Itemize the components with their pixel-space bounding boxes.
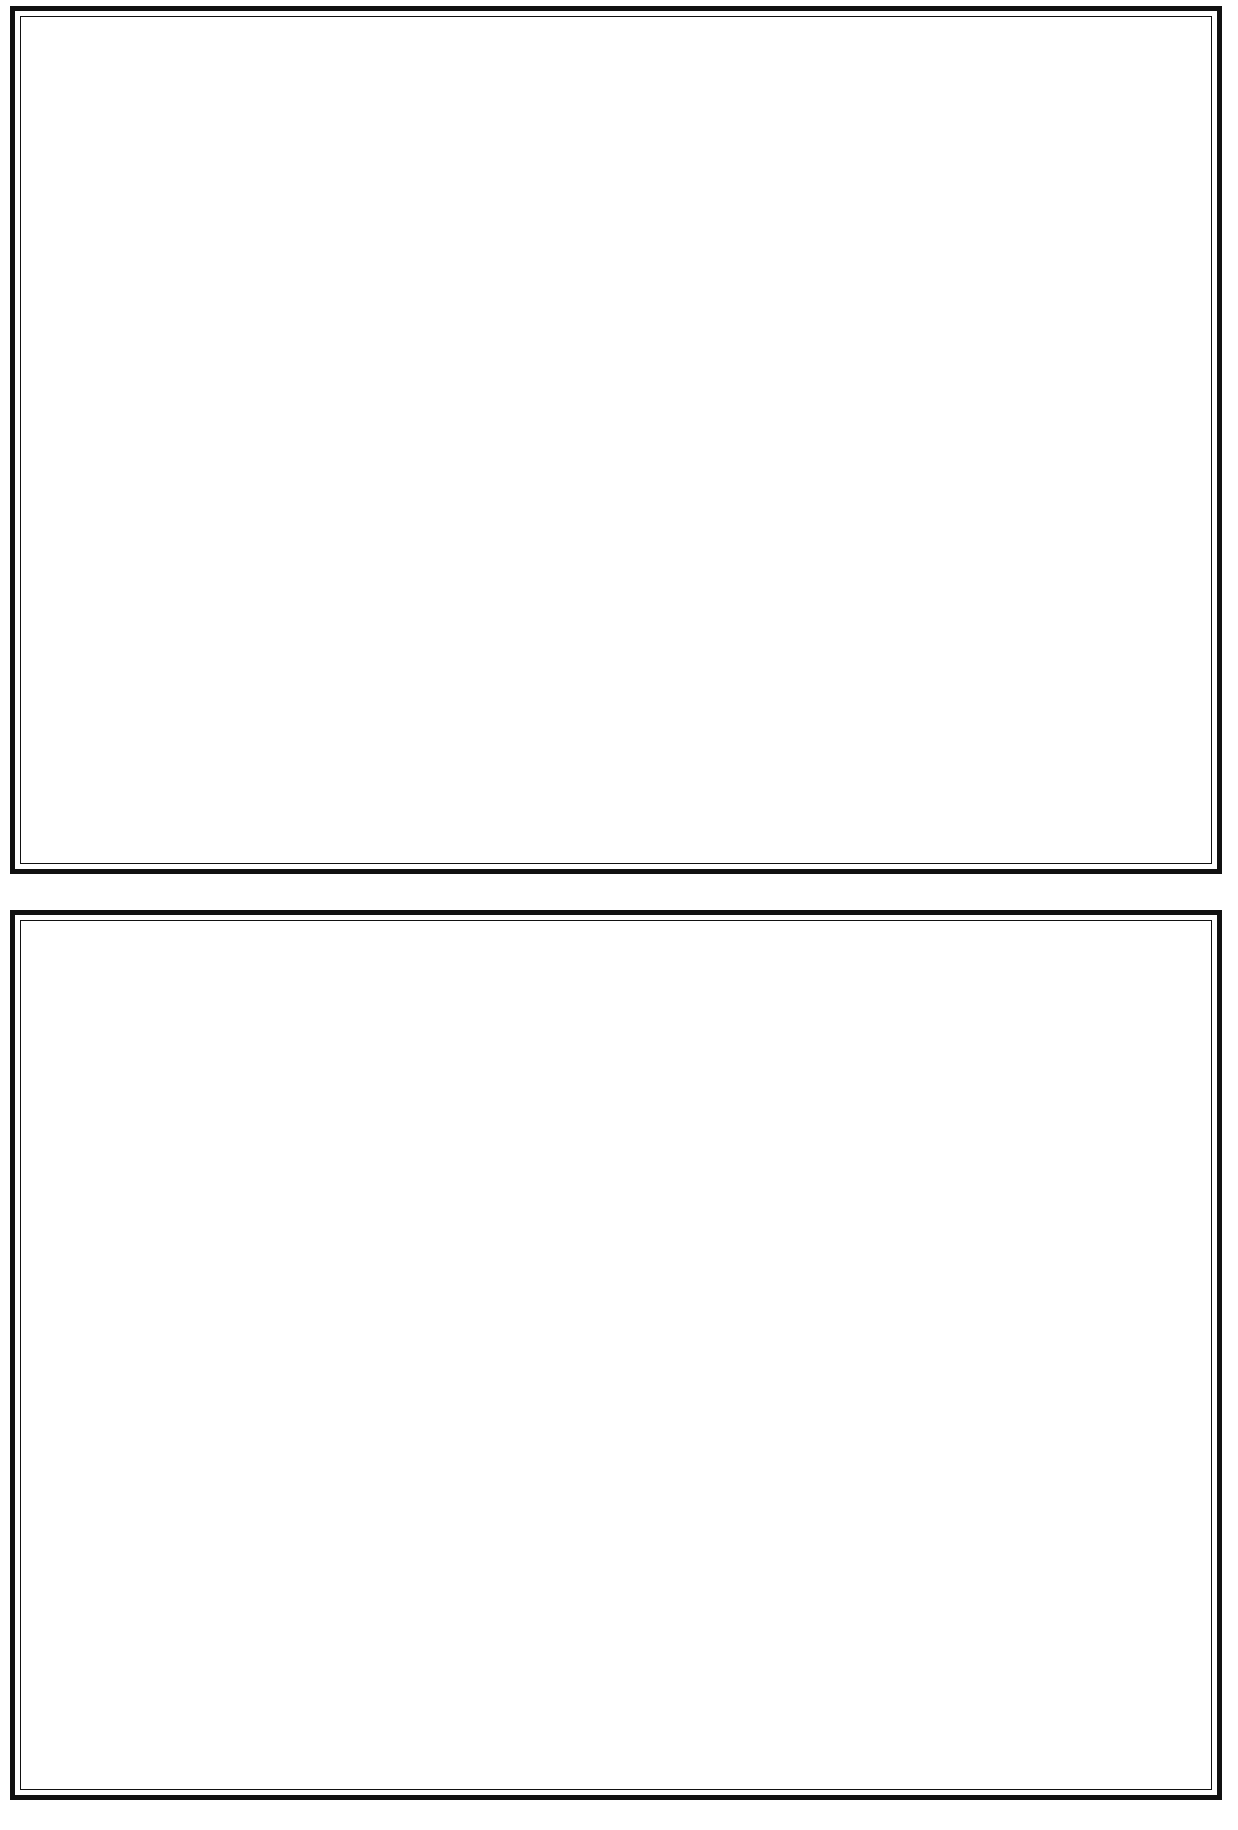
top-text-columns: [25, 21, 1207, 859]
bottom-half-page: [10, 910, 1222, 1800]
bottom-text-columns: [25, 925, 1207, 1785]
top-half-page: [10, 6, 1222, 874]
